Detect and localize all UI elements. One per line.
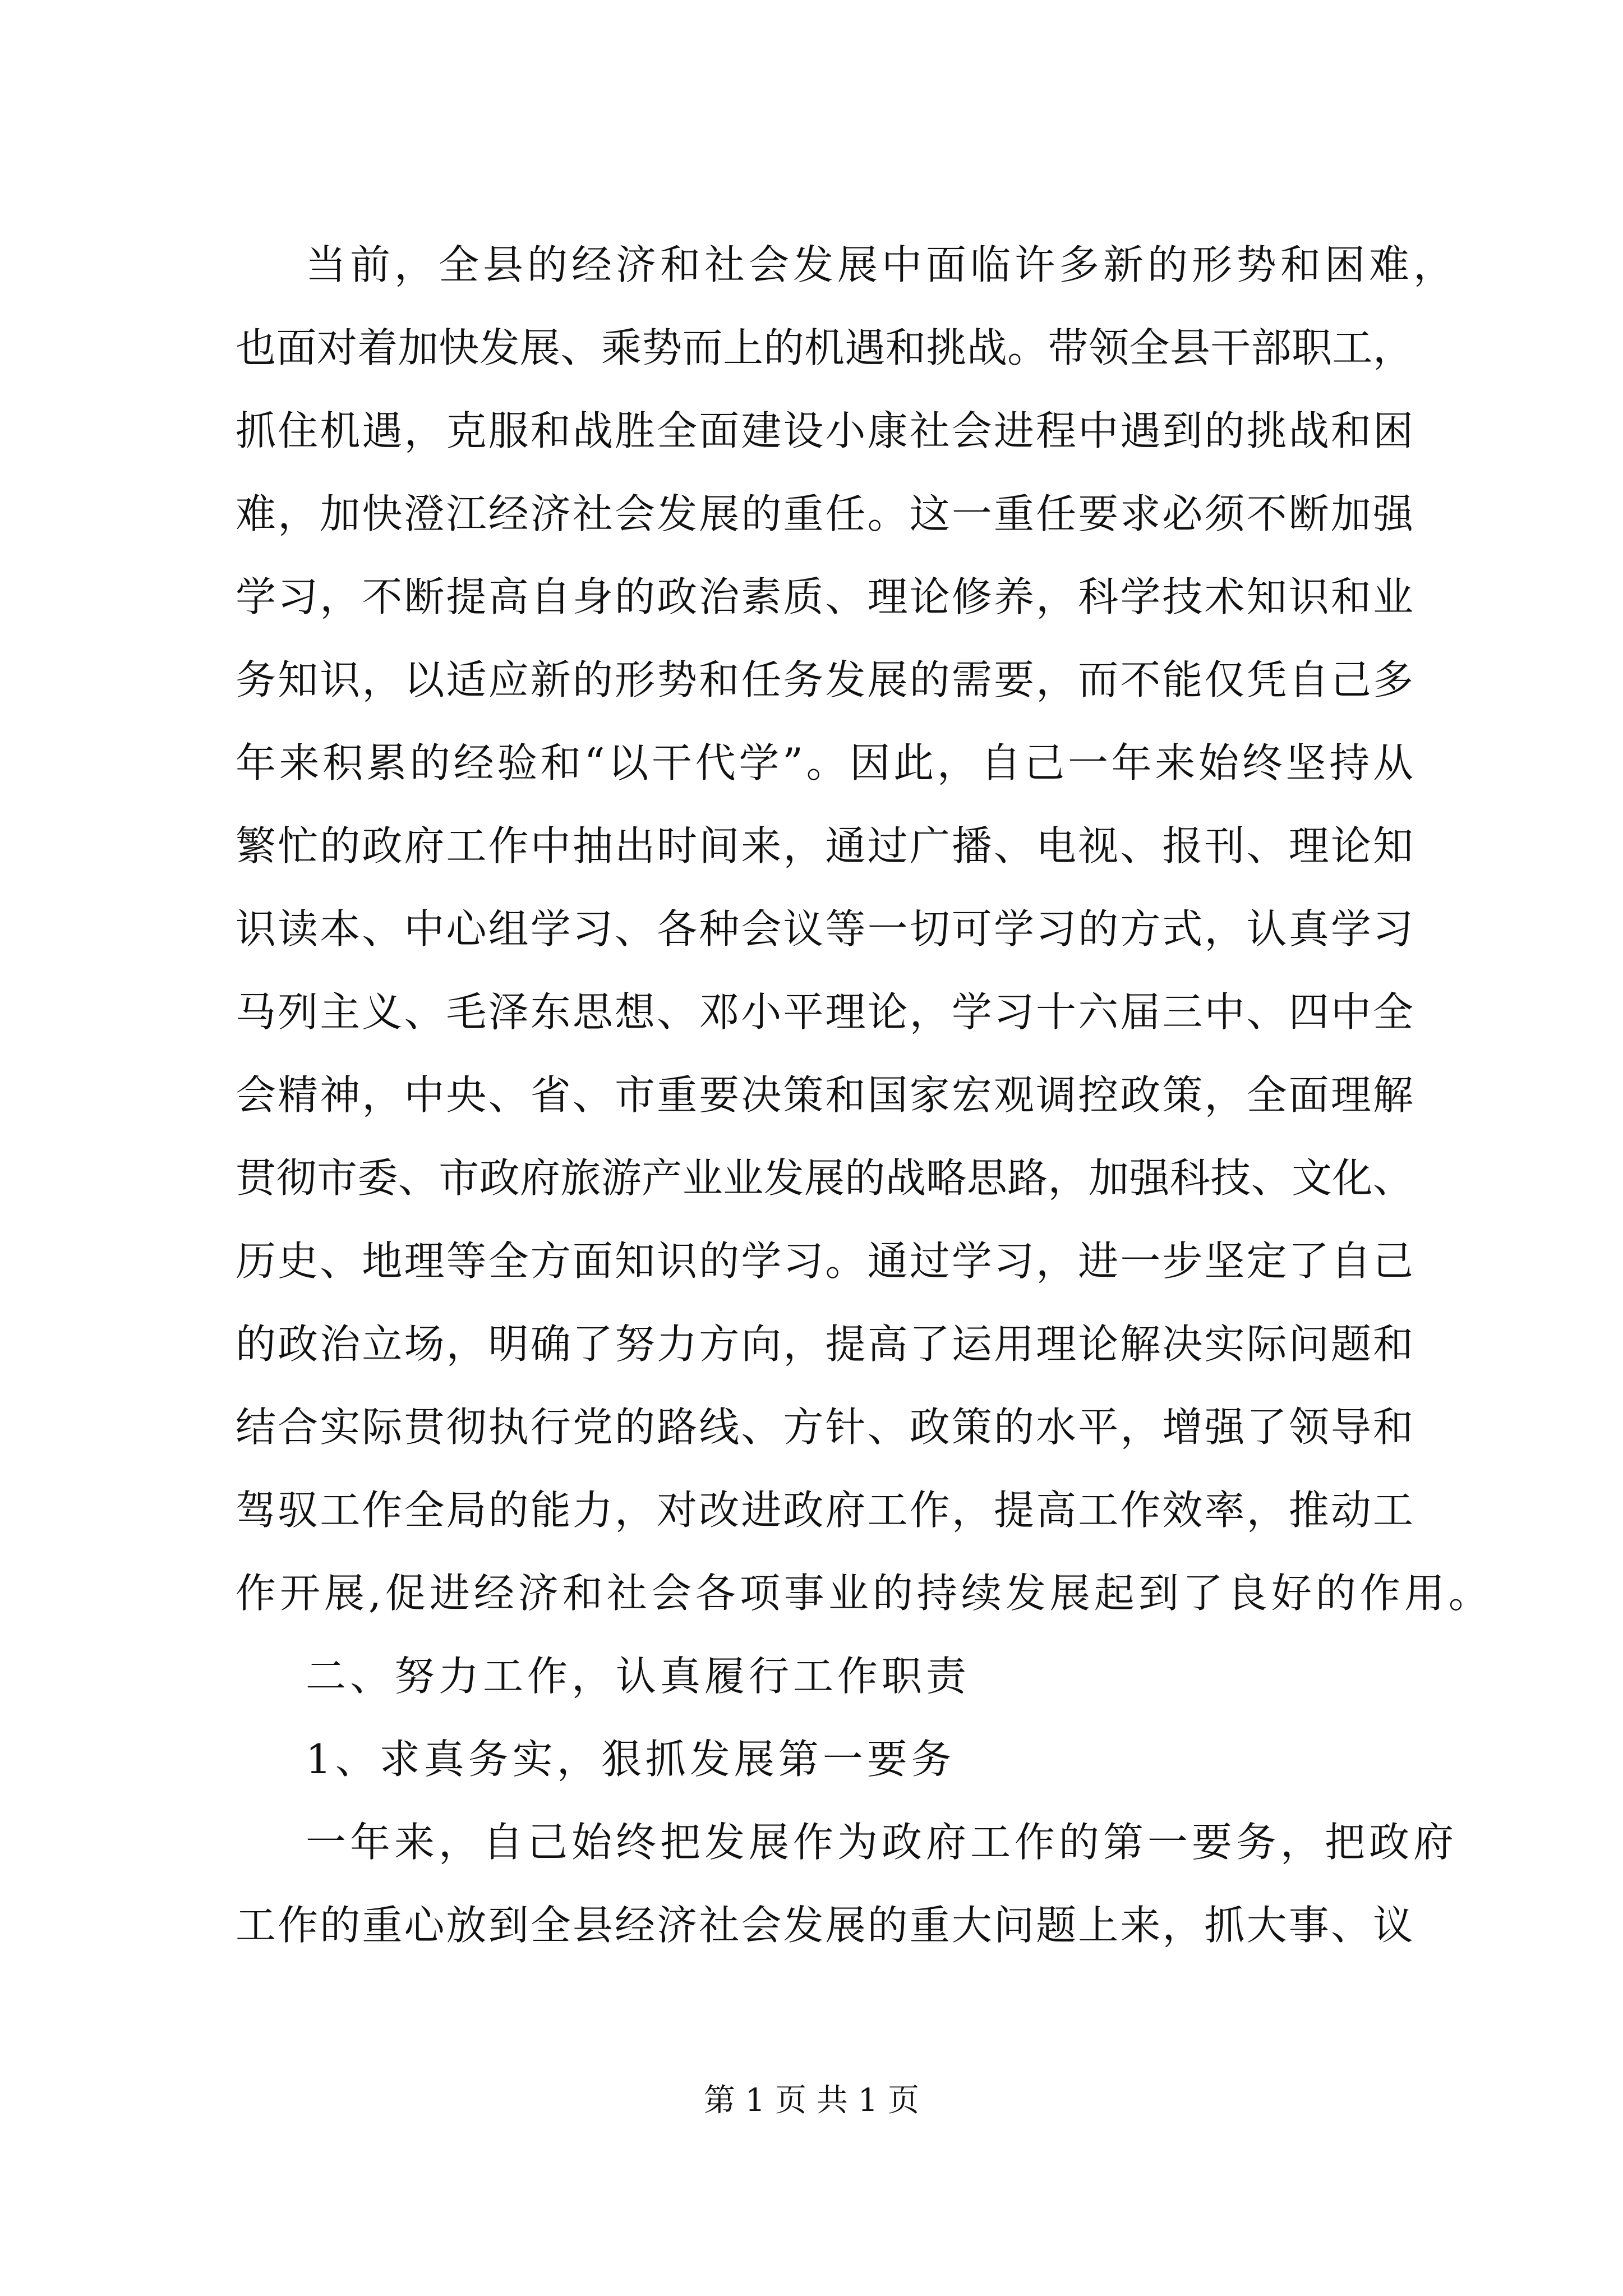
text-line: 工作的重心放到全县经济社会发展的重大问题上来，抓大事、议: [236, 1902, 1413, 1949]
text-line: 学习，不断提高自身的政治素质、理论修养，科学技术知识和业: [236, 573, 1413, 620]
text-line: 当前，全县的经济和社会发展中面临许多新的形势和困难，: [306, 241, 1458, 288]
subsection-heading: 1、求真务实，狠抓发展第一要务: [306, 1736, 956, 1783]
text-line: 的政治立场，明确了努力方向，提高了运用理论解决实际问题和: [236, 1320, 1413, 1368]
section-heading: 二、努力工作，认真履行工作职责: [306, 1653, 971, 1700]
text-line: 驾驭工作全局的能力，对改进政府工作，提高工作效率，推动工: [236, 1487, 1413, 1534]
text-line: 抓住机遇，克服和战胜全面建设小康社会进程中遇到的挑战和困: [236, 407, 1413, 454]
text-line: 贯彻市委、市政府旅游产业业发展的战略思路，加强科技、文化、: [236, 1154, 1413, 1202]
text-line: 难，加快澄江经济社会发展的重任。这一重任要求必须不断加强: [236, 490, 1413, 537]
text-line: 马列主义、毛泽东思想、邓小平理论，学习十六届三中、四中全: [236, 988, 1413, 1036]
text-line: 务知识，以适应新的形势和任务发展的需要，而不能仅凭自己多: [236, 656, 1413, 703]
text-line: 识读本、中心组学习、各种会议等一切可学习的方式，认真学习: [236, 905, 1413, 953]
text-line: 一年来，自己始终把发展作为政府工作的第一要务，把政府: [306, 1819, 1458, 1866]
text-line: 也面对着加快发展、乘势而上的机遇和挑战。带领全县干部职工，: [236, 324, 1413, 371]
text-line: 结合实际贯彻执行党的路线、方针、政策的水平，增强了领导和: [236, 1404, 1413, 1451]
text-line: 历史、地理等全方面知识的学习。通过学习，进一步坚定了自己: [236, 1237, 1413, 1285]
text-line: 繁忙的政府工作中抽出时间来，通过广播、电视、报刊、理论知: [236, 822, 1413, 869]
text-line: 会精神，中央、省、市重要决策和国家宏观调控政策，全面理解: [236, 1071, 1413, 1119]
text-line: 作开展,促进经济和社会各项事业的持续发展起到了良好的作用。: [236, 1570, 1493, 1617]
text-line: 年来积累的经验和“以干代学”。因此，自己一年来始终坚持从: [236, 739, 1413, 786]
page-footer: 第 1 页 共 1 页: [703, 2082, 920, 2119]
document-body: [236, 223, 1493, 1967]
